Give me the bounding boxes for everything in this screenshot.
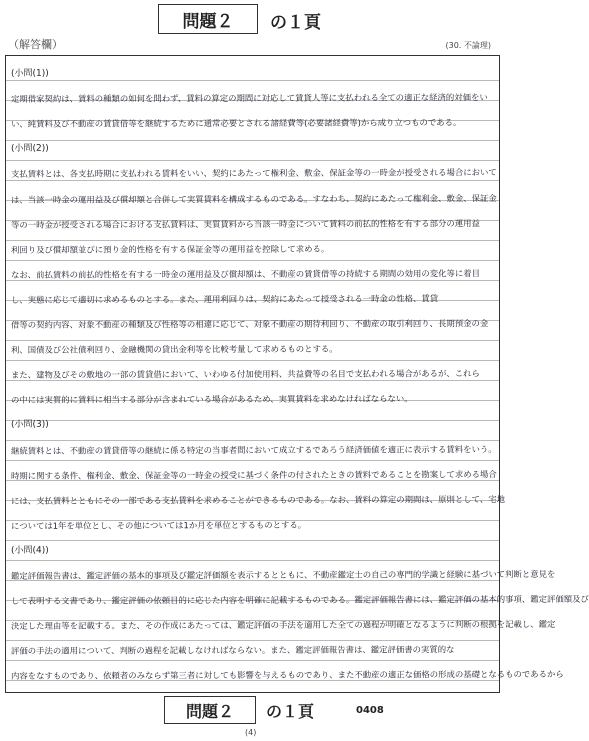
sheet-code: 0408	[356, 705, 384, 716]
handwritten-line: また、建物及びその敷地の一部の賃貸借において、いわゆる付加使用料、共益費等の名目で支払われる場合があるが、これら	[10, 368, 480, 381]
handwritten-line: 時期に関する条件、権利金、敷金、保証金等の一時金の授受に基づく条件の付されたときの賃料であることを勘案して求める場合	[10, 468, 497, 481]
handwritten-line: 鑑定評価報告書は、鑑定評価の基本的事項及び鑑定評価額を表示するとともに、不動産鑑定士の自己の専門的学識と経験に基づいて判断と意見を	[10, 568, 556, 581]
handwritten-line: 決定した理由等を記載する。また、その作成にあたっては、鑑定評価の手法を適用した全ての過程が明確となるように判断の根拠を記載し、鑑定	[10, 619, 556, 632]
handwritten-line: (小問(2))	[10, 144, 49, 155]
handwritten-line: (小問(4))	[10, 545, 49, 556]
answer-sheet	[5, 55, 589, 693]
problem-number-box: 問題２	[158, 4, 258, 34]
page-label: の１頁	[270, 13, 321, 33]
handwritten-line: なお、前払賃料の前払的性格を有する一時金の運用益及び償却額は、不動産の賃貸借等の持続する期間の効用の変化等に着目	[10, 268, 481, 280]
footer-page-label: の１頁	[266, 702, 315, 721]
handwritten-line: 支払賃料とは、各支払時期に支払われる賃料をいい、契約にあたって権利金、敷金、保証金等の一時金が授受される場合において	[10, 167, 497, 180]
handwritten-line: (小問(1))	[10, 68, 49, 79]
handwritten-line: 等の一時金が授受される場合における支払賃料は、実質賃料から当該一時金について賃料の前払的性格を有する部分の運用益	[10, 217, 480, 230]
footer-problem-number-box: 問題２	[164, 696, 256, 724]
handwritten-line: の中には実質的に賃料に相当する部分が含まれている場合があるため、実質賃料を求めなければならない。	[10, 393, 413, 406]
page-number: (4)	[245, 728, 257, 737]
handwritten-line: 継続賃料とは、不動産の賃貸借等の継続に係る特定の当事者間において成立するであろう経済価値を適正に表示する賃料をいう。	[10, 443, 497, 456]
handwritten-line: は、当該一時金の運用益及び償却額と合併して実質賃料を構成するものである。すなわち、契約にあたって権利金、敷金、保証金	[10, 192, 497, 205]
handwritten-line: して表明する文書であり、鑑定評価の依頼目的に応じた内容を明確に記載するものである。鑑定評価報告書には、鑑定評価の基本的事項、鑑定評価額及び	[10, 593, 589, 606]
handwritten-line: 借等の契約内容、対象不動産の種類及び性格等の相違に応じて、対象不動産の期待利回り、不動産の取引利回り、長期預金の金	[10, 318, 489, 330]
handwritten-line: については1年を単位とし、その他については1か月を単位とするものとする。	[10, 519, 307, 531]
handwritten-line: 評価の手法の適用について、判断の過程を記載しなければならない。また、鑑定評価報告書は、鑑定評価書の実質的な	[10, 644, 455, 657]
handwritten-line: 利回り及び償却額並びに預り金的性格を有する保証金等の運用益を控除して求める。	[10, 243, 330, 255]
answer-column-label: （解答欄）	[8, 38, 63, 51]
handwritten-line: 利、国債及び公社債利回り、金融機関の貸出金利等を比較考量して求めるものとする。	[10, 343, 338, 355]
handwritten-line: い、純賃料及び不動産の賃貸借等を継続するために通常必要とされる諸経費等(必要諸経費等)から成り立つものである。	[10, 117, 462, 130]
handwritten-line: し、実態に応じて適切に求めるものとする。また、運用利回りは、契約にあたって授受される一時金の性格、賃貸	[10, 293, 439, 305]
handwritten-line: 内容をなすものであり、依頼者のみならず第三者に対しても影響を与えるものであり、また不動産の適正な価格の形成の基礎となるものであるから	[10, 669, 564, 682]
handwritten-line: (小問(3))	[10, 420, 49, 431]
grade-label: (30. 不論理)	[445, 41, 491, 50]
handwritten-line: 定期借家契約は、賃料の種類の如何を問わず、賃料の算定の期間に対応して賃貸人等に支払われる全ての適正な経済的対価をい	[10, 92, 488, 104]
handwritten-line: には、支払賃料とともにその一部である支払賃料を求めることができるものである。なお、賃料の算定の期間は、原則として、宅地	[10, 493, 505, 506]
